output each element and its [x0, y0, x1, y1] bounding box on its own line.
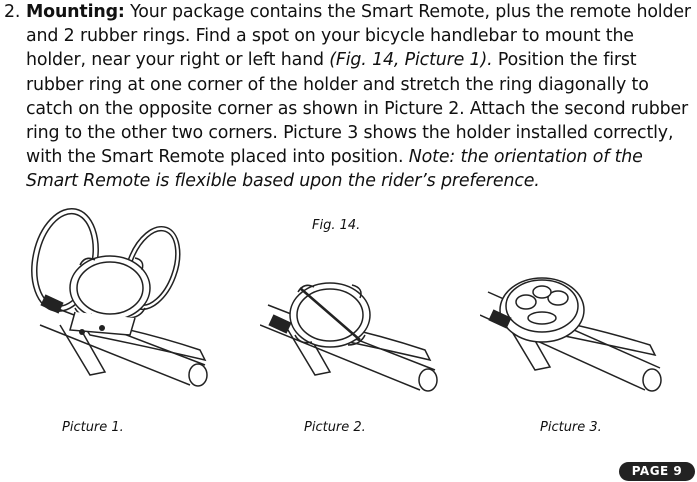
step-number: 2.: [4, 2, 21, 22]
picture-2-caption: Picture 2.: [304, 420, 366, 435]
instruction-text-1: Your package contains the Smart Remote, plus the remote holder and 2 rubber rings. Find a spot on your bicycle handlebar to mount the holder, near your right or left hand: [26, 2, 691, 71]
instruction-text-2: Position the first rubber ring at one corner of the holder and stretch the ring diagonally to catch on the opposite corner as shown in Picture 2. Attach the second rubber ring to the other two corners. Picture 3 shows the holder installed correctly, with the Smart Remote placed into position.: [26, 50, 689, 168]
picture-2-illustration: [260, 200, 460, 400]
step-heading: Mounting:: [26, 2, 125, 22]
picture-1-caption: Picture 1.: [62, 420, 124, 435]
page-number-badge: PAGE 9: [619, 462, 695, 481]
figure-reference: (Fig. 14, Picture 1).: [329, 50, 493, 71]
mounting-instruction: [4, 0, 692, 194]
picture-3-caption: Picture 3.: [540, 420, 602, 435]
instruction-paragraph: [26, 0, 692, 194]
figure-caption: Fig. 14.: [312, 218, 361, 233]
picture-1-illustration: [20, 200, 220, 400]
orientation-note: Note: the orientation of the Smart Remote is flexible based upon the rider’s preference.: [26, 147, 643, 192]
picture-3-illustration: [480, 200, 680, 400]
